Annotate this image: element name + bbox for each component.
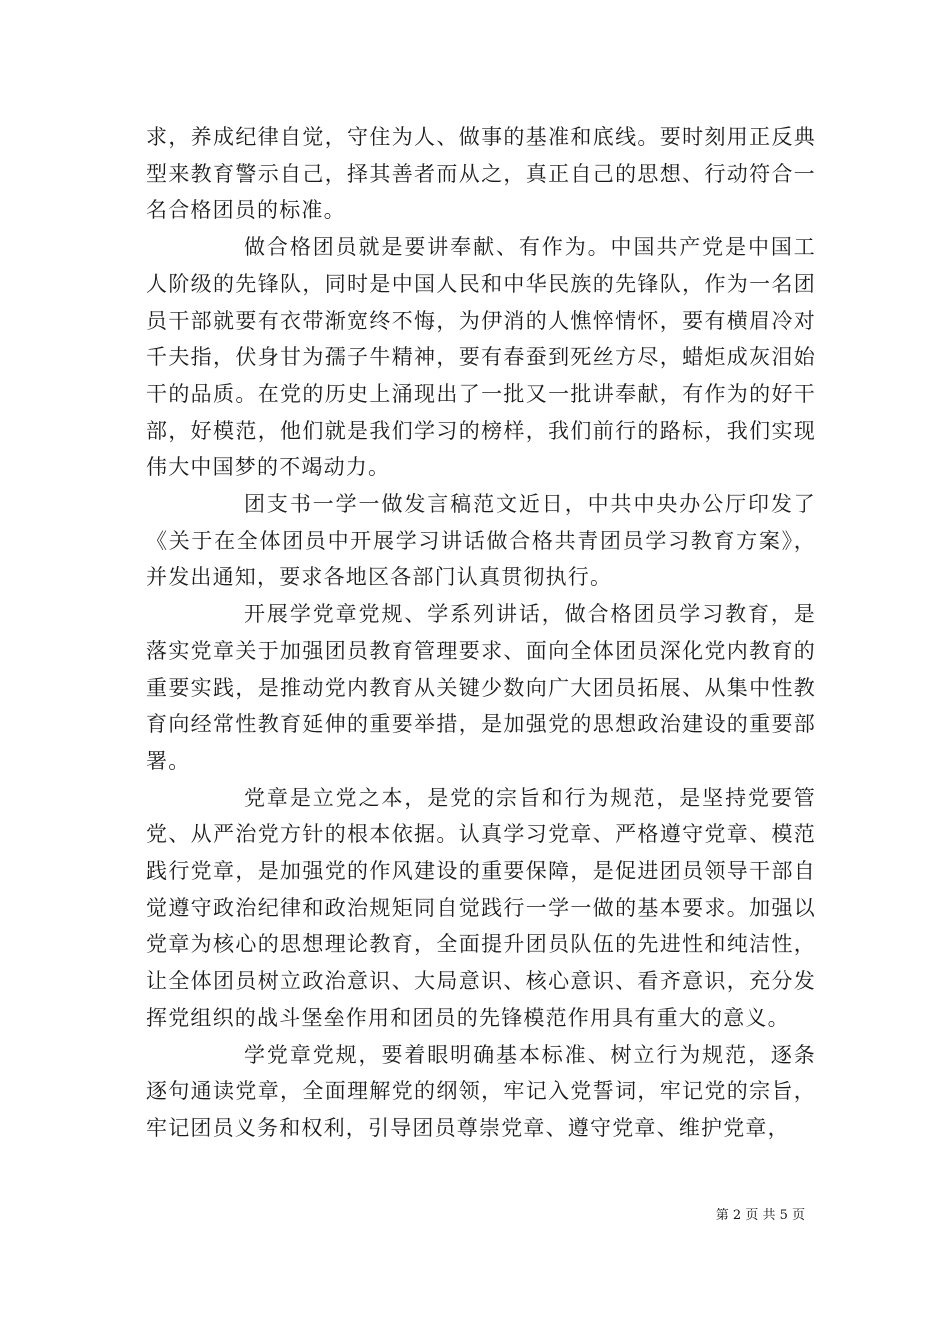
paragraph: 团支书一学一做发言稿范文近日，中共中央办公厅印发了《关于在全体团员中开展学习讲话做合格共青团员学习教育方案》，并发出通知，要求各地区各部门认真贯彻执行。 [146, 492, 816, 590]
page-number: 第 2 页 共 5 页 [715, 1208, 805, 1223]
document-body [146, 119, 816, 1147]
paragraph: 学党章党规，要着眼明确基本标准、树立行为规范，逐条逐句通读党章，全面理解党的纲领，牢记入党誓词，牢记党的宗旨，牢记团员义务和权利，引导团员尊崇党章、遵守党章、维护党章， [146, 1042, 816, 1140]
paragraph: 党章是立党之本，是党的宗旨和行为规范，是坚持党要管党、从严治党方针的根本依据。认真学习党章、严格遵守党章、模范践行党章，是加强党的作风建设的重要保障，是促进团员领导干部自觉遵守政治纪律和政治规矩同自觉践行一学一做的基本要求。加强以党章为核心的思想理论教育，全面提升团员队伍的先进性和纯洁性，让全体团员树立政治意识、大局意识、核心意识、看齐意识，充分发挥党组织的战斗堡垒作用和团员的先锋模范作用具有重大的意义。 [146, 785, 816, 1030]
paragraph: 做合格团员就是要讲奉献、有作为。中国共产党是中国工人阶级的先锋队，同时是中国人民和中华民族的先锋队，作为一名团员干部就要有衣带渐宽终不悔，为伊消的人憔悴情怀，要有横眉冷对千夫指，伏身甘为孺子牛精神，要有春蚕到死丝方尽，蜡炬成灰泪始干的品质。在党的历史上涌现出了一批又一批讲奉献，有作为的好干部，好模范，他们就是我们学习的榜样，我们前行的路标，我们实现伟大中国梦的不竭动力。 [146, 235, 816, 480]
paragraph: 求，养成纪律自觉，守住为人、做事的基准和底线。要时刻用正反典型来教育警示自己，择其善者而从之，真正自己的思想、行动符合一名合格团员的标准。 [146, 125, 816, 223]
paragraph: 开展学党章党规、学系列讲话，做合格团员学习教育，是落实党章关于加强团员教育管理要求、面向全体团员深化党内教育的重要实践，是推动党内教育从关键少数向广大团员拓展、从集中性教育向经常性教育延伸的重要举措，是加强党的思想政治建设的重要部署。 [146, 602, 816, 773]
